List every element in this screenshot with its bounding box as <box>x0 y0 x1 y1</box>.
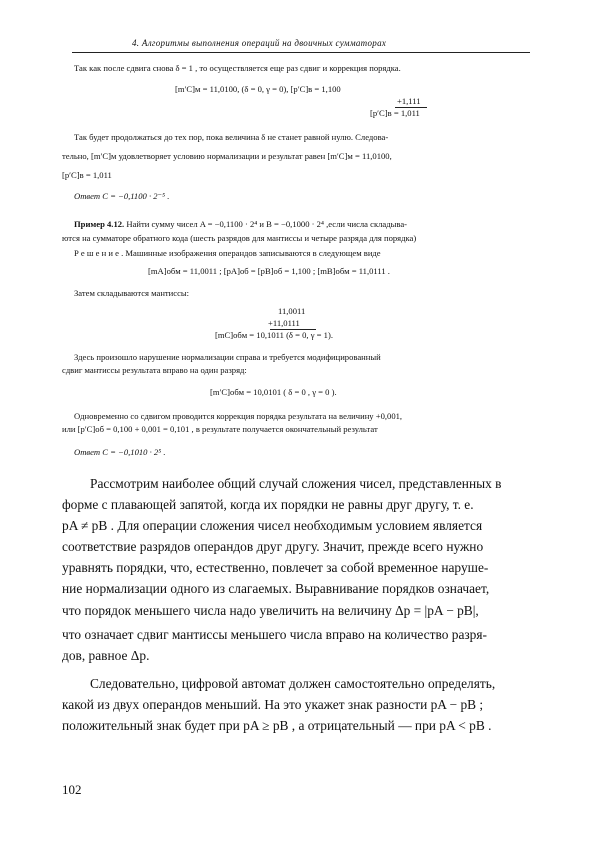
paragraph-line: Рассмотрим наиболее общий случай сложения чисел, представленных в <box>90 476 502 491</box>
text-line: Так как после сдвига снова δ = 1 , то осуществляется еще раз сдвиг и коррекция порядка. <box>74 63 401 73</box>
text-line: Затем складываются мантиссы: <box>74 288 190 298</box>
header-rule <box>72 52 530 53</box>
paragraph-line: соответствие разрядов операндов друг другу. Значит, прежде всего нужно <box>62 539 484 554</box>
paragraph-line: что порядок меньшего числа надо увеличить на величину Δp = |pA − pB|, <box>62 603 479 618</box>
formula-line: [mC]обм = 10,1011 (δ = 0, γ = 1). <box>215 330 333 340</box>
formula-line: [mA]обм = 11,0011 ; [pA]об = [pB]об = 1,100 ; [mB]обм = 11,0111 . <box>148 266 390 276</box>
paragraph-line: ние нормализации одного из слагаемых. Выравнивание порядков означает, <box>62 581 490 596</box>
page-number: 102 <box>62 782 82 797</box>
paragraph-line: уравнять порядки, что, естественно, повлечет за собой временное наруше- <box>62 560 489 575</box>
paragraph-line: какой из двух операндов меньший. На это укажет знак разности pA − pB ; <box>62 697 484 712</box>
text-line: или [p′C]об = 0,100 + 0,001 = 0,101 , в результате получается окончательный результат <box>62 424 378 434</box>
paragraph-line: дов, равное Δp. <box>62 648 150 663</box>
formula-line: [m′C]обм = 10,0101 ( δ = 0 , γ = 0 ). <box>210 387 337 397</box>
text-line: Так будет продолжаться до тех пор, пока величина δ не станет равной нулю. Следова- <box>74 132 389 142</box>
answer-line: Ответ C = −0,1100 · 2⁻⁵ . <box>74 191 170 201</box>
text-line: Одновременно со сдвигом проводится коррекция порядка результата на величину +0,001, <box>74 411 403 421</box>
formula-line: 11,0011 <box>278 306 306 316</box>
formula-line: [p′C]в = 1,011 <box>370 108 420 118</box>
example-text: Найти сумму чисел A = −0,1100 · 2⁴ и B = −0,1000 · 2⁴ ,если числа складыва- <box>126 219 407 229</box>
paragraph-line: что означает сдвиг мантиссы меньшего числа вправо на количество разря- <box>62 627 487 642</box>
text-line: ются на сумматоре обратного кода (шесть разрядов для мантиссы и четыре разряда для порядка) <box>62 233 417 243</box>
text-line: сдвиг мантиссы результата вправо на один разряд: <box>62 365 247 375</box>
formula-line: +11,0111 <box>268 318 300 328</box>
example-title: Пример 4.12. <box>74 219 125 229</box>
paragraph-line: Следовательно, цифровой автомат должен самостоятельно определять, <box>90 676 496 691</box>
formula-line: [m′C]м = 11,0100, (δ = 0, γ = 0), [p′C]в = 1,100 <box>175 84 341 94</box>
solution-line: Р е ш е н и е . Машинные изображения операндов записываются в следующем виде <box>74 248 381 258</box>
text-line: Здесь произошло нарушение нормализации справа и требуется модифицированный <box>74 352 381 362</box>
running-header: 4. Алгоритмы выполнения операций на двоичных сумматорах <box>132 38 387 48</box>
example-line <box>74 218 407 230</box>
paragraph-line: pA ≠ pB . Для операции сложения чисел необходимым условием является <box>62 518 483 533</box>
paragraph-line: положительный знак будет при pA ≥ pB , а отрицательный — при pA < pB . <box>62 718 492 733</box>
text-line: тельно, [m′C]м удовлетворяет условию нормализации и результат равен [m′C]м = 11,0100, <box>62 151 392 161</box>
paragraph-line: форме с плавающей запятой, когда их порядки не равны друг другу, т. е. <box>62 497 474 512</box>
formula-line: +1,111 <box>397 96 421 106</box>
text-line: [p′C]в = 1,011 <box>62 170 112 180</box>
answer-line: Ответ C = −0,1010 · 2⁵ . <box>74 447 166 457</box>
